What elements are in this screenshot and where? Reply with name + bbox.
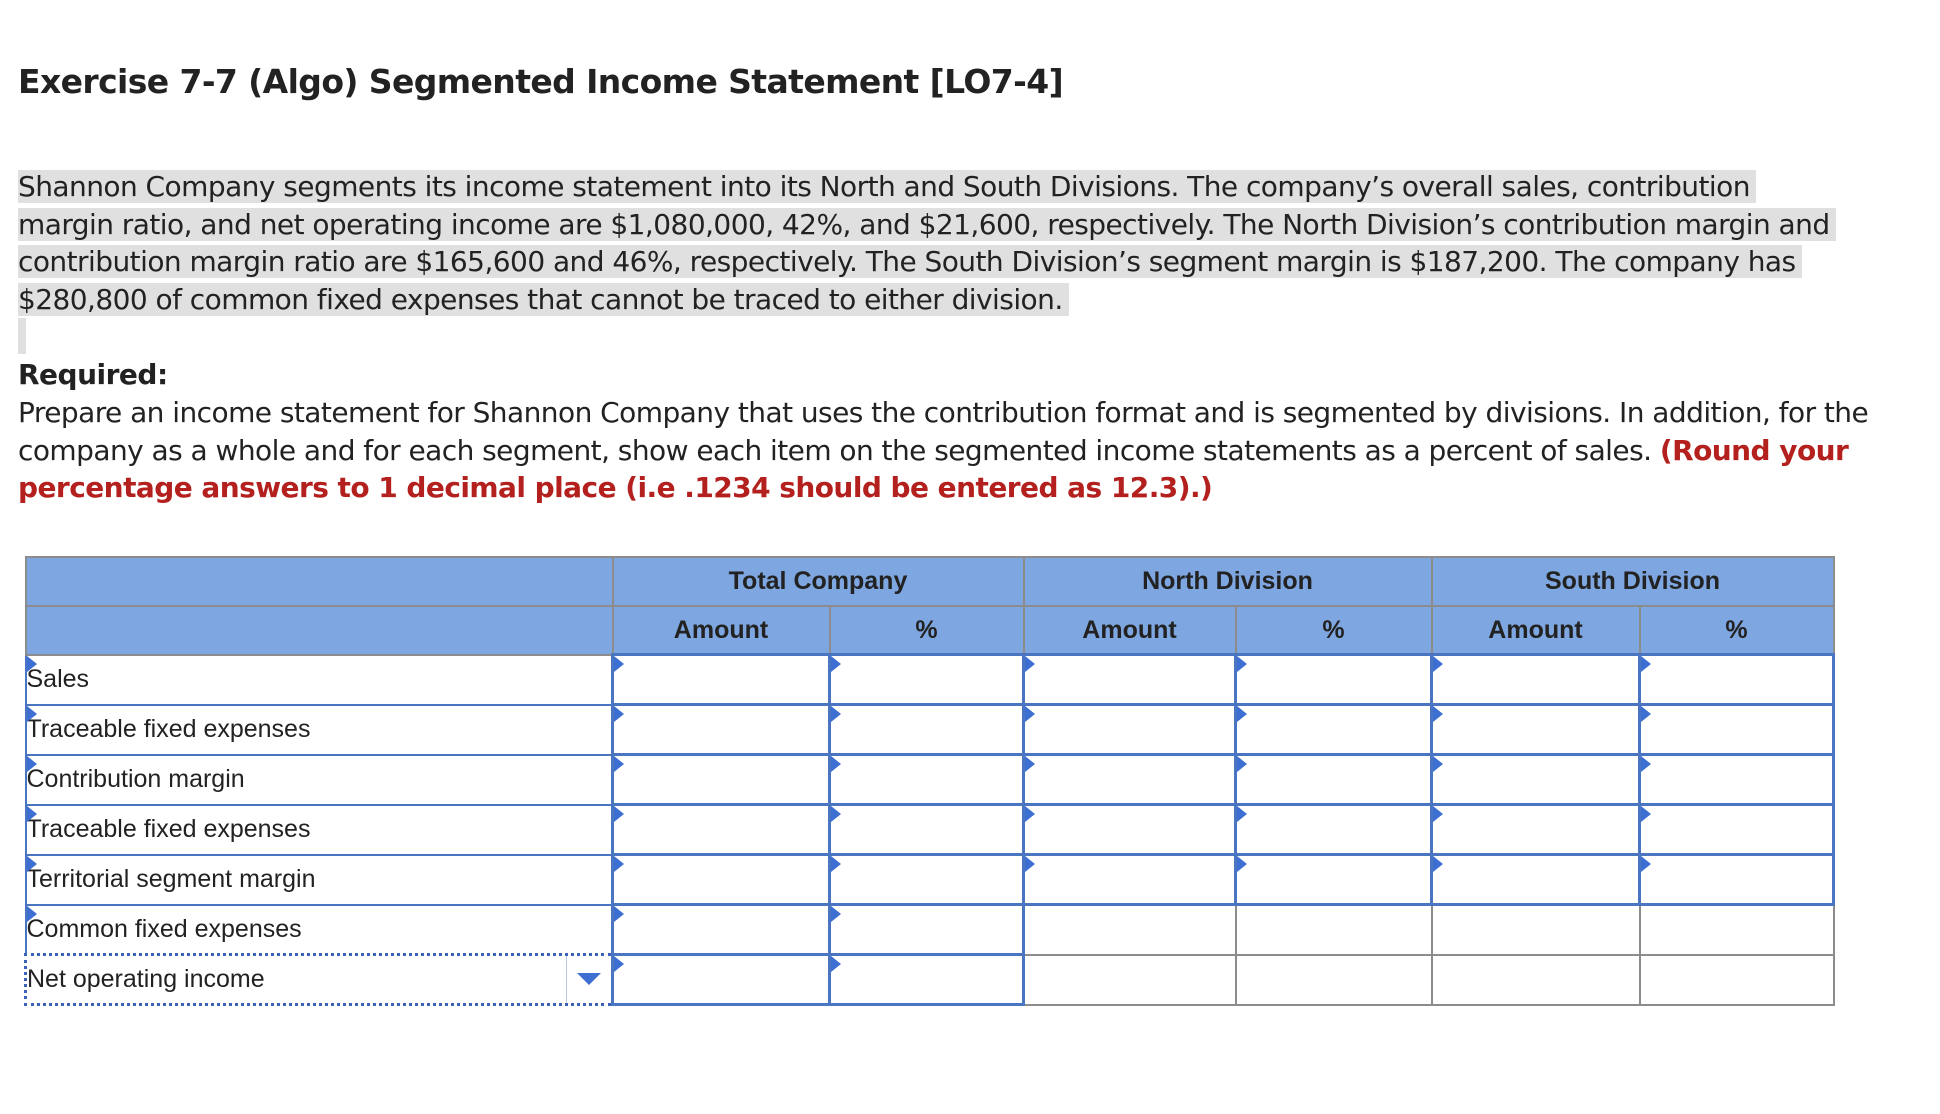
cfe-north-amount-empty <box>1024 905 1236 955</box>
sales-total-percent-input[interactable] <box>830 655 1024 705</box>
sales-north-percent-input[interactable] <box>1236 655 1432 705</box>
required-text <box>18 394 1923 507</box>
tsm-total-amount-input[interactable] <box>613 855 830 905</box>
header-total-company: Total Company <box>613 557 1024 606</box>
row-label-common-fixed-expenses[interactable]: Common fixed expenses <box>26 905 613 955</box>
cfe-total-amount-input[interactable] <box>613 905 830 955</box>
group-header-row <box>26 557 1834 606</box>
cm-south-percent-input[interactable] <box>1640 755 1834 805</box>
net-operating-income-label: Net operating income <box>27 965 265 993</box>
row4-north-percent-input[interactable] <box>1236 805 1432 855</box>
sales-total-amount-input[interactable] <box>613 655 830 705</box>
problem-line-2: margin ratio, and net operating income are $1,080,000, 42%, and $21,600, respectively. The North Division’s contribution margin and <box>18 208 1836 241</box>
income-statement-table <box>24 556 1835 1006</box>
header-north-division: North Division <box>1024 557 1432 606</box>
cm-north-percent-input[interactable] <box>1236 755 1432 805</box>
required-heading: Required: <box>18 358 168 391</box>
required-instructions: Prepare an income statement for Shannon Company that uses the contribution format and is segmented by divisions. In addition, for the company as a whole and for each segment, show each item on the segmented income statements as a percent of sales. <box>18 396 1869 467</box>
sales-south-percent-input[interactable] <box>1640 655 1834 705</box>
row-label-sales[interactable]: Sales <box>26 655 613 705</box>
tsm-total-percent-input[interactable] <box>830 855 1024 905</box>
row2-south-percent-input[interactable] <box>1640 705 1834 755</box>
noi-south-percent-empty <box>1640 955 1834 1005</box>
cm-total-percent-input[interactable] <box>830 755 1024 805</box>
row-net-operating-income <box>26 955 1834 1005</box>
noi-north-percent-empty <box>1236 955 1432 1005</box>
row-contribution-margin <box>26 755 1834 805</box>
sales-north-amount-input[interactable] <box>1024 655 1236 705</box>
sales-south-amount-input[interactable] <box>1432 655 1640 705</box>
problem-line-3: contribution margin ratio are $165,600 and 46%, respectively. The South Division’s segment margin is $187,200. The company has <box>18 245 1802 278</box>
row2-south-amount-input[interactable] <box>1432 705 1640 755</box>
subheader-total-percent: % <box>830 606 1024 655</box>
row-sales <box>26 655 1834 705</box>
tsm-north-percent-input[interactable] <box>1236 855 1432 905</box>
tsm-south-percent-input[interactable] <box>1640 855 1834 905</box>
header-blank <box>26 557 613 606</box>
highlight-bar <box>18 318 26 354</box>
chevron-down-icon <box>577 973 601 985</box>
exercise-title: Exercise 7-7 (Algo) Segmented Income Statement [LO7-4] <box>18 62 1064 101</box>
row4-south-amount-input[interactable] <box>1432 805 1640 855</box>
row2-north-amount-input[interactable] <box>1024 705 1236 755</box>
net-operating-income-select[interactable] <box>26 955 613 1005</box>
cfe-south-percent-empty <box>1640 905 1834 955</box>
row2-north-percent-input[interactable] <box>1236 705 1432 755</box>
subheader-blank <box>26 606 613 655</box>
dropdown-toggle[interactable] <box>566 956 611 1003</box>
row-label-territorial-segment-margin[interactable]: Territorial segment margin <box>26 855 613 905</box>
row-label-traceable-fixed-2[interactable]: Traceable fixed expenses <box>26 805 613 855</box>
row-traceable-fixed-1 <box>26 705 1834 755</box>
row-territorial-segment-margin <box>26 855 1834 905</box>
subheader-south-percent: % <box>1640 606 1834 655</box>
cfe-south-amount-empty <box>1432 905 1640 955</box>
row4-total-amount-input[interactable] <box>613 805 830 855</box>
row-label-traceable-fixed-1[interactable]: Traceable fixed expenses <box>26 705 613 755</box>
noi-total-amount-input[interactable] <box>613 955 830 1005</box>
row-label-contribution-margin[interactable]: Contribution margin <box>26 755 613 805</box>
subheader-south-amount: Amount <box>1432 606 1640 655</box>
cm-south-amount-input[interactable] <box>1432 755 1640 805</box>
noi-south-amount-empty <box>1432 955 1640 1005</box>
header-south-division: South Division <box>1432 557 1834 606</box>
tsm-south-amount-input[interactable] <box>1432 855 1640 905</box>
cm-total-amount-input[interactable] <box>613 755 830 805</box>
row4-north-amount-input[interactable] <box>1024 805 1236 855</box>
noi-north-amount-empty <box>1024 955 1236 1005</box>
problem-statement <box>18 168 1923 318</box>
row2-total-percent-input[interactable] <box>830 705 1024 755</box>
subheader-north-percent: % <box>1236 606 1432 655</box>
row-common-fixed-expenses <box>26 905 1834 955</box>
noi-total-percent-input[interactable] <box>830 955 1024 1005</box>
row2-total-amount-input[interactable] <box>613 705 830 755</box>
cfe-total-percent-input[interactable] <box>830 905 1024 955</box>
subheader-north-amount: Amount <box>1024 606 1236 655</box>
rounding-note: (Round your percentage answers to 1 decimal place (i.e .1234 should be entered as 12.3).) <box>18 433 1849 504</box>
row4-total-percent-input[interactable] <box>830 805 1024 855</box>
cm-north-amount-input[interactable] <box>1024 755 1236 805</box>
problem-line-4: $280,800 of common fixed expenses that cannot be traced to either division. <box>18 283 1069 316</box>
row-traceable-fixed-2 <box>26 805 1834 855</box>
problem-line-1: Shannon Company segments its income statement into its North and South Divisions. The company’s overall sales, contribution <box>18 170 1756 203</box>
row4-south-percent-input[interactable] <box>1640 805 1834 855</box>
tsm-north-amount-input[interactable] <box>1024 855 1236 905</box>
subheader-total-amount: Amount <box>613 606 830 655</box>
cfe-north-percent-empty <box>1236 905 1432 955</box>
subheader-row <box>26 606 1834 655</box>
